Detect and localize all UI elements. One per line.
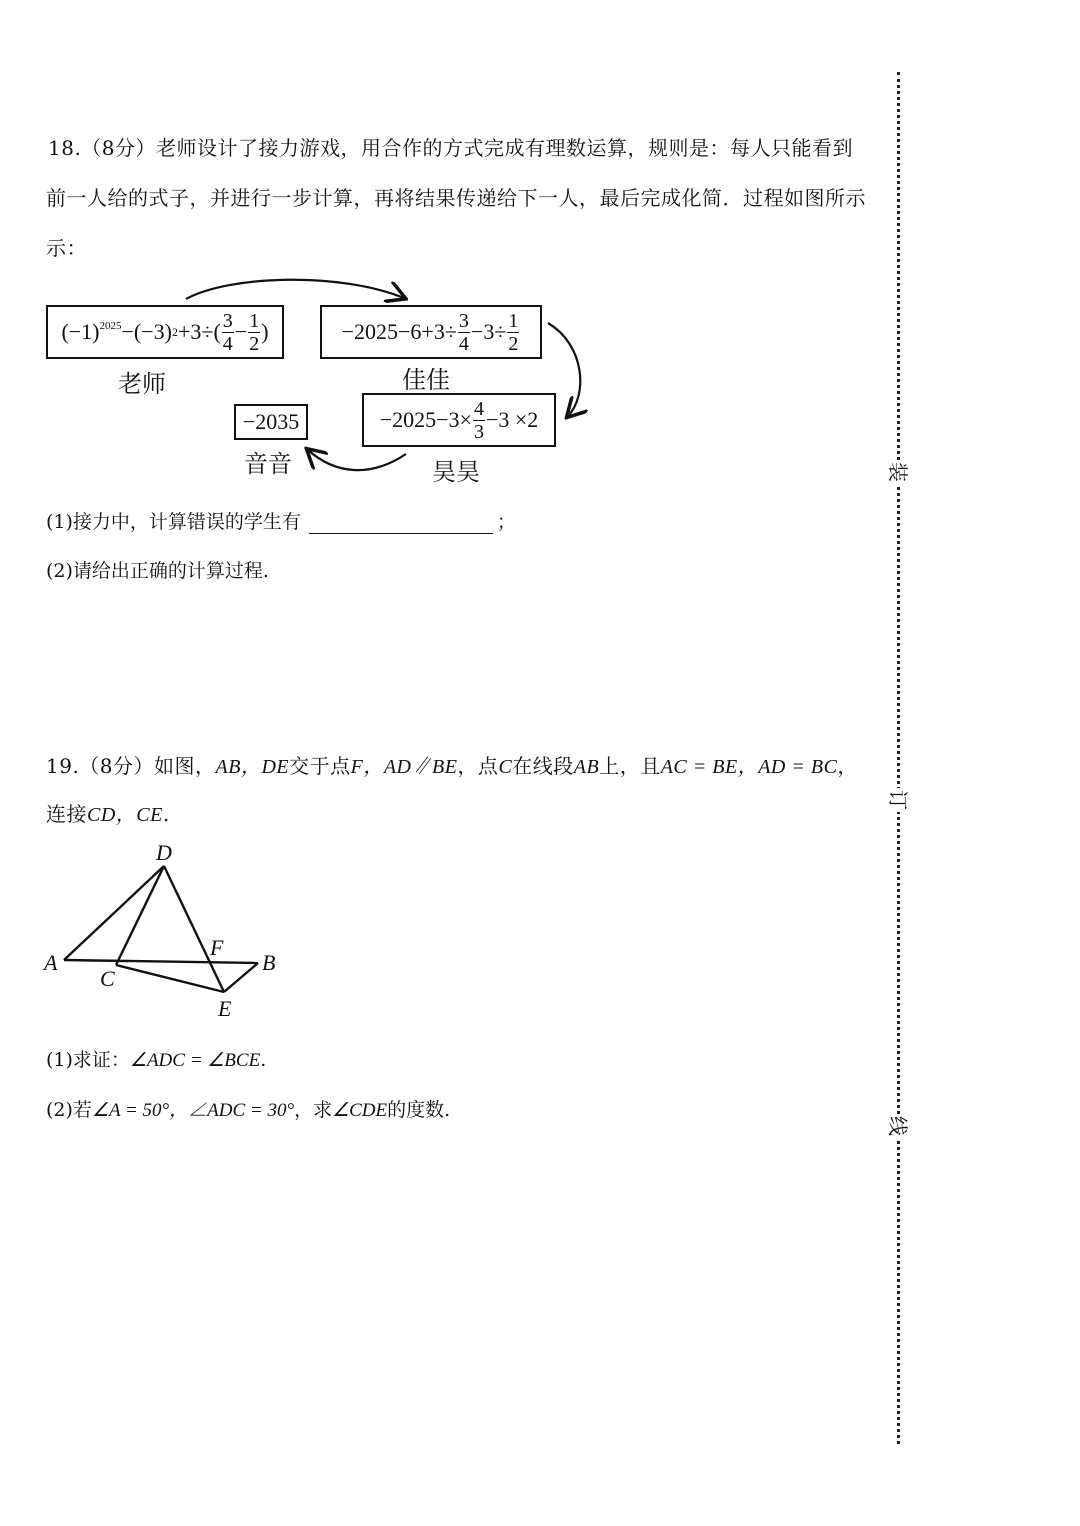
jiajia-expr-part: −3÷ [470, 319, 507, 344]
teacher-expr-part: +3÷( [177, 319, 221, 344]
segment-DC [116, 866, 164, 965]
margin-char-ding: 订 [886, 790, 910, 810]
label-D: D [156, 840, 172, 865]
teacher-expr-part: −(−3) [121, 319, 172, 344]
jiajia-fraction-2: $\frac{1}{2}$ [508, 309, 519, 355]
haohao-expr-part: −3 ×2 [485, 407, 539, 432]
label-A: A [44, 950, 58, 975]
segment-AD [64, 866, 164, 960]
teacher-square: 2 [171, 324, 178, 339]
q18-stem-line3: 示： [46, 236, 87, 260]
jiajia-expr-part: −2025−6+3÷ [341, 319, 457, 344]
margin-char-xian: 线 [886, 1116, 910, 1136]
jiajia-name: 佳佳 [402, 366, 450, 394]
teacher-fraction-1: $\frac{3}{4}$ [222, 309, 233, 355]
haohao-fraction: $\frac{4}{3}$ [473, 397, 484, 443]
q18-subquestion-1: (1)接力中，计算错误的学生有 ； [46, 511, 516, 533]
q19-subquestion-1: (1)求证：∠ADC = ∠BCE. [46, 1049, 267, 1071]
teacher-expr-part: − [234, 319, 248, 344]
haohao-expr-part: −2025−3× [379, 407, 472, 432]
q18-subquestion-2: (2)请给出正确的计算过程. [46, 560, 269, 582]
q19-subquestion-2: (2)若∠A = 50°，∠ADC = 30°，求∠CDE的度数. [46, 1099, 451, 1121]
teacher-expr-part: (−1) [61, 319, 100, 344]
teacher-exponent: 2025 [99, 320, 122, 332]
segment-BE [224, 963, 258, 992]
yinyin-name: 音音 [244, 450, 292, 478]
yinyin-result: −2035 [242, 409, 300, 434]
margin-char-zhuang: 装 [886, 462, 910, 482]
label-F: F [210, 935, 224, 960]
segment-DE [164, 866, 224, 992]
q19-stem-line2: 连接CD，CE. [46, 802, 170, 826]
teacher-name: 老师 [118, 370, 166, 398]
segment-AB [64, 960, 258, 963]
jiajia-fraction-1: $\frac{3}{4}$ [458, 309, 469, 355]
label-B: B [262, 950, 276, 975]
teacher-expr-part: ) [261, 319, 269, 344]
label-C: C [100, 966, 115, 991]
q18-stem-line2: 前一人给的式子，并进行一步计算，再将结果传递给下一人，最后完成化简．过程如图所示 [46, 186, 866, 210]
haohao-name: 昊昊 [432, 458, 480, 486]
label-E: E [218, 996, 232, 1021]
q18-stem-line1: 18.（8分）老师设计了接力游戏，用合作的方式完成有理数运算，规则是：每人只能看到 [48, 136, 854, 160]
segment-CE [116, 965, 224, 992]
teacher-fraction-2: $\frac{1}{2}$ [249, 309, 260, 355]
binding-dotted-line [897, 72, 900, 1444]
q19-stem-line1: 19.（8分）如图，AB，DE交于点F，AD∥BE，点C在线段AB上，且AC = BE，AD = BC， [46, 754, 858, 778]
